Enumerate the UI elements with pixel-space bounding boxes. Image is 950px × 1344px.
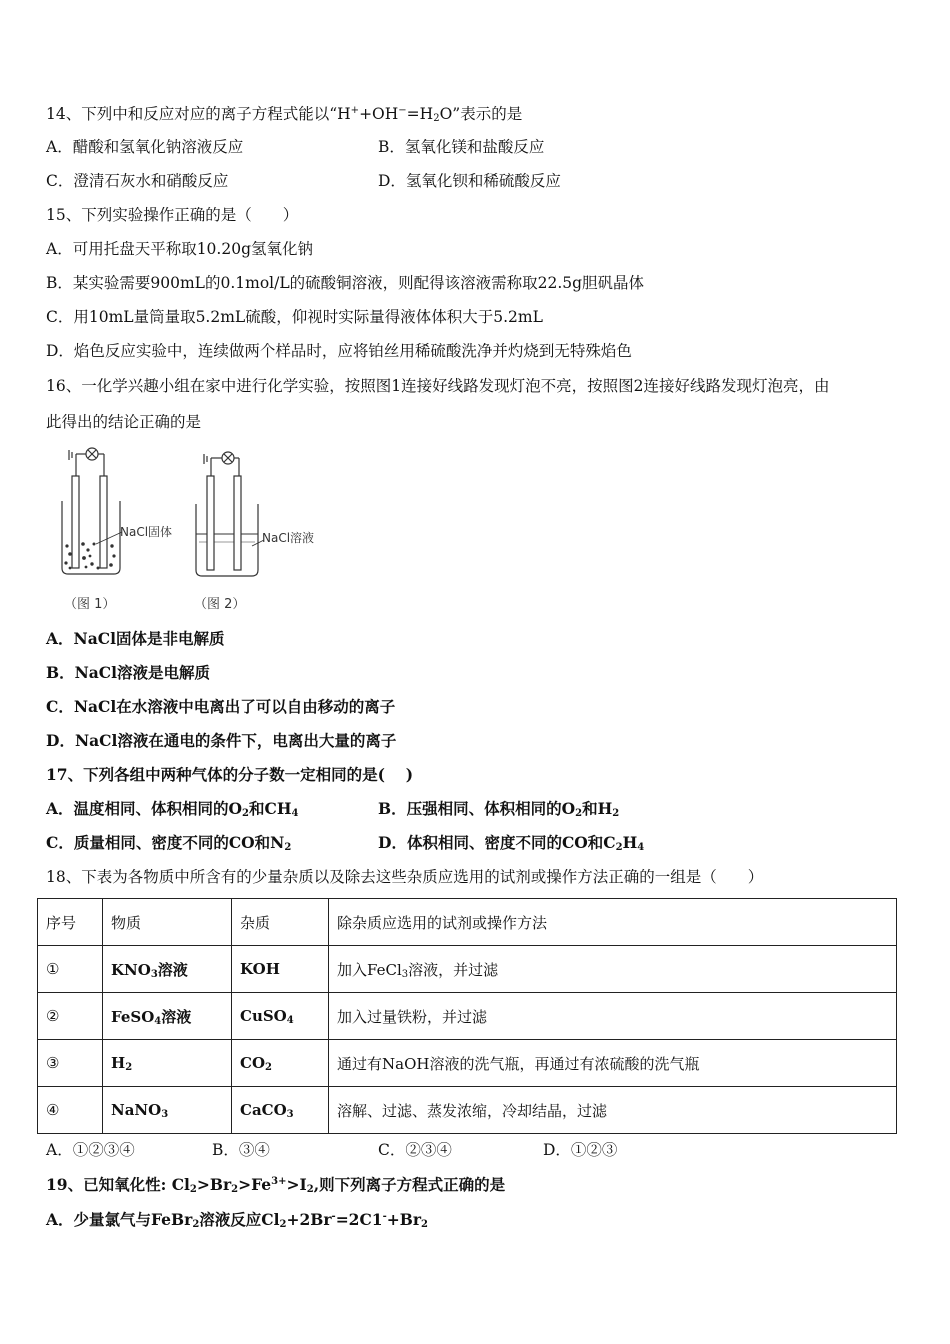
impurity-cell: CaCO$_3$ (232, 1087, 329, 1134)
q14-option-c[interactable]: C．澄清石灰水和硝酸反应 (46, 172, 229, 190)
method-cell: 加入FeCl$_3$溶液，并过滤 (329, 946, 897, 993)
table-header-row (38, 899, 897, 946)
figure1-beaker (62, 476, 120, 574)
q19-stem: 19、已知氧化性: $Cl_2>Br_2>Fe^{3+}>I_2$,则下列离子方程式正确的是 (46, 1175, 506, 1195)
q15-option-d[interactable]: D．焰色反应实验中，连续做两个样品时，应将铂丝用稀硫酸洗净并灼烧到无特殊焰色 (46, 342, 632, 360)
table-row (38, 946, 897, 993)
q15-stem: 15、下列实验操作正确的是（ ） (46, 206, 299, 224)
q17-option-c[interactable]: C．质量相同、密度不同的CO和$N_2$ (46, 833, 292, 853)
impurity-cell: KOH (232, 946, 329, 993)
substance-cell: FeSO$_4$溶液 (103, 993, 232, 1040)
figure2-beaker (196, 476, 258, 576)
header-cell: 除杂质应选用的试剂或操作方法 (329, 899, 897, 946)
substance-cell: $KNO_3$溶液 (103, 946, 232, 993)
figure1-caption: （图 1） (64, 597, 116, 612)
q15-option-c[interactable]: C．用10mL量筒量取5.2mL硫酸，仰视时实际量得液体体积大于5.2mL (46, 308, 543, 326)
table-row (38, 1040, 897, 1087)
header-cell: 物质 (103, 899, 232, 946)
table-row (38, 1087, 897, 1134)
header-cell: 杂质 (232, 899, 329, 946)
q15-option-a[interactable]: A．可用托盘天平称取10.20g氢氧化钠 (46, 240, 313, 258)
q16-option-b[interactable]: B．NaCl溶液是电解质 (46, 663, 211, 682)
header-cell: 序号 (38, 899, 103, 946)
impurity-cell: $CO_2$ (232, 1040, 329, 1087)
q18-table (37, 898, 897, 1134)
row-number: ③ (38, 1040, 103, 1087)
q14-option-d[interactable]: D．氢氧化钡和稀硫酸反应 (378, 172, 561, 190)
q17-option-d[interactable]: D．体积相同、密度不同的CO和$C_2H_4$ (378, 833, 645, 853)
substance-cell: $H_2$ (103, 1040, 232, 1087)
q18-stem: 18、下表为各物质中所含有的少量杂质以及除去这些杂质应选用的试剂或操作方法正确的一组是（ ） (46, 868, 764, 886)
q17-option-b[interactable]: B．压强相同、体积相同的$O_2$和$H_2$ (378, 799, 620, 819)
q15-option-b[interactable]: B．某实验需要900mL的0.1mol/L的硫酸铜溶液，则配得该溶液需称取22.5g胆矾晶体 (46, 274, 645, 292)
q14-option-b[interactable]: B．氢氧化镁和盐酸反应 (378, 138, 545, 156)
figure1-label: NaCl固体 (120, 525, 173, 539)
row-number: ② (38, 993, 103, 1040)
q16-option-a[interactable]: A．NaCl固体是非电解质 (46, 629, 225, 648)
q16-option-c[interactable]: C．NaCl在水溶液中电离出了可以自由移动的离子 (46, 697, 396, 716)
q19-option-a[interactable]: A．少量氯气与FeBr$_2$溶液反应$Cl_2+2Br^-=2C1^-+Br_2$ (46, 1210, 428, 1230)
figure2-caption: （图 2） (194, 597, 246, 612)
q14-stem: 14、下列中和反应对应的离子方程式能以“$H^++OH^-=H_2O$”表示的是 (46, 105, 523, 124)
table-row (38, 993, 897, 1040)
impurity-cell: CuSO$_4$ (232, 993, 329, 1040)
row-number: ④ (38, 1087, 103, 1134)
q16-stem-line2: 此得出的结论正确的是 (46, 413, 202, 431)
q18-option-a[interactable]: A．①②③④ (46, 1141, 135, 1159)
q18-option-d[interactable]: D．①②③ (543, 1141, 618, 1159)
q18-option-c[interactable]: C．②③④ (378, 1141, 452, 1159)
method-cell: 加入过量铁粉，并过滤 (329, 993, 897, 1040)
q17-option-a[interactable]: A．温度相同、体积相同的$O_2$和$CH_4$ (46, 799, 299, 819)
q17-stem: 17、下列各组中两种气体的分子数一定相同的是( ) (46, 765, 414, 784)
q16-option-d[interactable]: D．NaCl溶液在通电的条件下，电离出大量的离子 (46, 731, 397, 750)
method-cell: 通过有NaOH溶液的洗气瓶，再通过有浓硫酸的洗气瓶 (329, 1040, 897, 1087)
row-number: ① (38, 946, 103, 993)
substance-cell: NaNO$_3$ (103, 1087, 232, 1134)
q18-option-b[interactable]: B．③④ (212, 1141, 270, 1159)
q16-figure (56, 446, 336, 616)
q16-stem-line1: 16、一化学兴趣小组在家中进行化学实验，按照图1连接好线路发现灯泡不亮，按照图2连接好线路发现灯泡亮，由 (46, 377, 830, 395)
q14-option-a[interactable]: A．醋酸和氢氧化钠溶液反应 (46, 138, 244, 156)
method-cell: 溶解、过滤、蒸发浓缩，冷却结晶，过滤 (329, 1087, 897, 1134)
figure2-label: NaCl溶液 (262, 531, 315, 545)
